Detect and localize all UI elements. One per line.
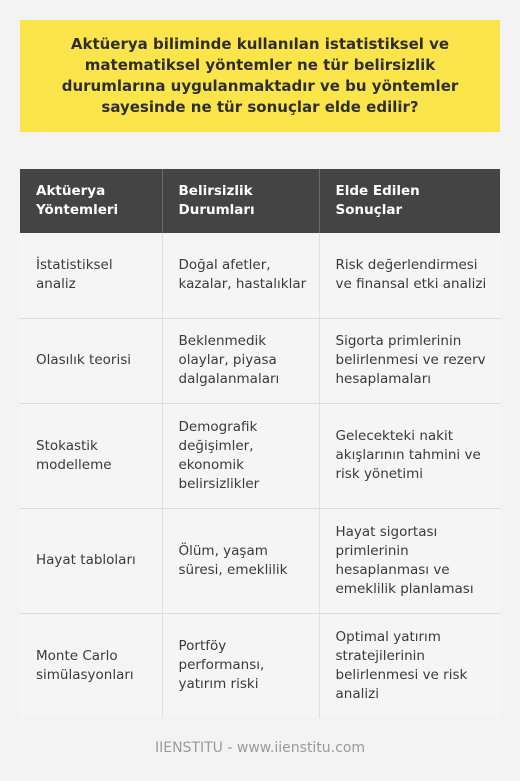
table-cell: Hayat sigortası primlerinin hesaplanması ve emeklilik planlaması [319,508,500,613]
question-banner [20,20,500,132]
header-results: Elde Edilen Sonuçlar [319,169,500,233]
table-cell: Hayat tabloları [20,508,162,613]
table-row [20,318,500,403]
table-cell: Monte Carlo simülasyonları [20,613,162,718]
header-methods: Aktüerya Yöntemleri [20,169,162,233]
table-cell: Olasılık teorisi [20,318,162,403]
footer-credit: IIENSTITU - www.iienstitu.com [154,740,366,756]
question-text: Aktüerya biliminde kullanılan istatistiksel ve matematiksel yöntemler ne tür belirsizlik durumlarına uygulanmaktadır ve bu yöntemler sayesinde ne tür sonuçlar elde edilir? [61,35,459,116]
table-cell: Risk değerlendirmesi ve finansal etki analizi [319,233,500,318]
table-cell: Sigorta primlerinin belirlenmesi ve rezerv hesaplamaları [319,318,500,403]
header-uncertainty: Belirsizlik Durumları [162,169,319,233]
table-cell: Optimal yatırım stratejilerinin belirlenmesi ve risk analizi [319,613,500,718]
table-cell: İstatistiksel analiz [20,233,162,318]
table-cell: Beklenmedik olaylar, piyasa dalgalanmaları [162,318,319,403]
table-row [20,508,500,613]
table-row [20,613,500,718]
table-row [20,403,500,508]
table-cell: Doğal afetler, kazalar, hastalıklar [162,233,319,318]
table-header-row [20,169,500,233]
table-cell: Demografik değişimler, ekonomik belirsizlikler [162,403,319,508]
table-cell: Ölüm, yaşam süresi, emeklilik [162,508,319,613]
table-cell: Gelecekteki nakit akışlarının tahmini ve risk yönetimi [319,403,500,508]
methods-table [20,169,500,718]
table-cell: Stokastik modelleme [20,403,162,508]
table-cell: Portföy performansı, yatırım riski [162,613,319,718]
table-row [20,233,500,318]
